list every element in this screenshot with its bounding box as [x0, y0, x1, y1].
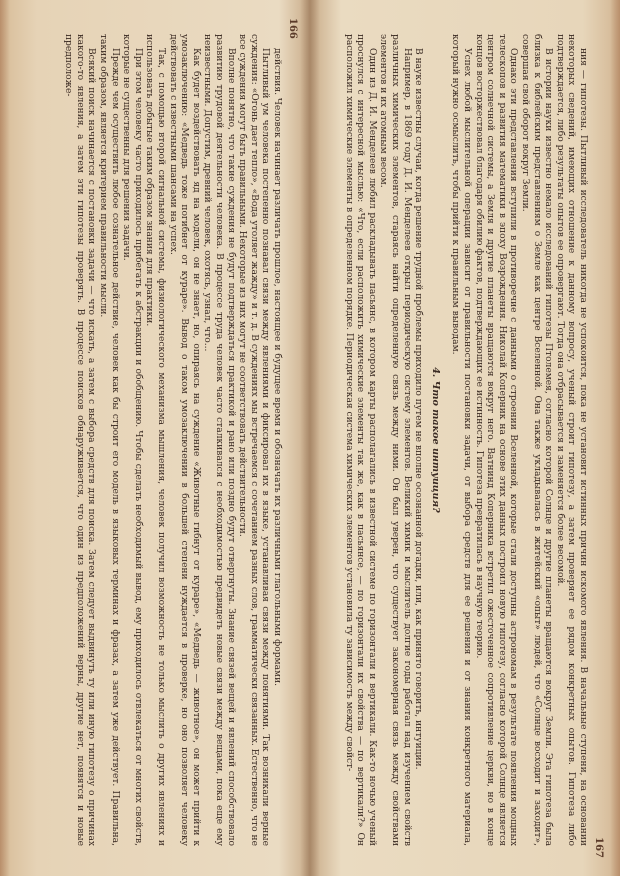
paragraph: Вполне понятно, что такие суждения не будут подтверждаться практикой и рано или поздно будут отвергнуты. Знание связей вещей и явлений способствовало развитию трудовой деятельности человека. В процессе труда человек часто сталкивался с необходимостью предвидеть новые связи между вещами, пока еще ему неизвестными. Допустим, древний человек, охотясь, узнал, что...: [202, 34, 236, 846]
page-number-left: 166: [287, 18, 298, 39]
section-heading: 4. Что такое интуиция?: [429, 367, 441, 513]
left-page: [14, 10, 300, 866]
paragraph: В истории науки известно немало исследований гипотезы Птолемея, согласно которой Солнце и другие планеты вращаются вокруг Земли. Эта гипотеза была близка к библейским представлениям о Земле как центре Вселенной. Она также укладывалась в житейский «опыт» людей, что «Солнце восходит и заходит», совершая свой оборот вокруг Земли.: [520, 34, 554, 846]
right-page-text: [330, 34, 588, 846]
paragraph: В науке известны случаи, когда решение трудной проблемы приходило путем не вполне осознанной догадки, или, как принято говорить, интуиции.: [413, 48, 424, 770]
page-number-right: 167: [593, 837, 604, 858]
paragraph: При этом человеку часто приходилось прибегать к абстракции и обобщению. Чтобы сделать необходимый вывод, ему приходилось отвлекаться от многих свойств, которые не существенны для решения задачи.: [121, 34, 143, 846]
left-edge-shadow: [0, 0, 10, 876]
paragraph: Пытливый ум человека постепенно познавал связи между явлениями и фиксировал их в языке, устанавливая связи между понятиями. Так возникали верные суждения: «Огонь дает тепло», «Вода утоляет жажду» и т. д. В суждениях мы встречаемся с сочетанием разных слов, грамматически связанных. Естественно, что не все суждения могут быть правильными. Некоторые из них могут не соответствовать действительности.: [237, 34, 271, 846]
right-page: [320, 10, 606, 866]
paragraph: Как будет воздействовать яд на модели, он не знает, но, опираясь на суждение «Животные гибнут от кураре», «Медведь — животное», он может прийти к умозаключению: «Медведь тоже погибнет от кураре». Вывод о таком умозаключении в большей степени нуждается в проверке, но оно позволяет человеку действовать с известными шансами на успех.: [167, 34, 201, 846]
paragraph: Например, в 1869 году Д. И. Менделеев открыл периодическую систему элементов. Великий химик и мыслитель долгие годы работал над изучением свойств различных химических элементов, стараясь найти определенную связь между ними. Он был уверен, что существует закономерная связь между свойствами элементов и их атомным весом.: [378, 34, 412, 846]
left-page-text: [24, 34, 282, 846]
paragraph: Так, с помощью второй сигнальной системы, физиологического механизма мышления, человек получил возможность не только мыслить о других явлениях и использовать добытые таким образом знания для практики.: [144, 34, 167, 846]
book-spine: [300, 0, 320, 876]
left-page-rotated-frame: [14, 10, 300, 866]
paragraph: Успех любой мыслительной операции зависит от правильности постановки задачи, от выбора средств для ее решения и от знания конкретного материала, который нужно осмыслить, чтобы прийти к правильным выводам.: [450, 34, 473, 846]
paragraph: действия. Человек начинает различать прошлое, настоящее и будущее время и обозначать их различными глагольными формами.: [272, 48, 282, 687]
right-edge-shadow: [610, 0, 620, 876]
paragraph: ния — гипотезы. Пытливый исследователь никогда не успокоится, пока не установит истинных причин искомого явления. В начальные ступени, на основании некоторых сведений, имеющих отношение к данному вопросу, ученый строит гипотезу, а затем проверяет ее рядом конкретных опытов. Гипотеза либо подтверждается, либо результаты опытов ее опровергают. Тогда она отбрасывается и заменяется более весомой.: [554, 34, 588, 846]
paragraph: Один из Д. И. Менделеев любил раскладывать пасьянс, в котором карты располагались в известной системе по горизонтали и вертикали. Как-то ночью ученый проснулся с интересной мыслью: «Что, если расположить химические элементы так же, как в пасьянсе, — по горизонтали их свойства — по вертикали?» Он расположил химические элементы в определенном порядке. Периодическая система химических элементов установила ту зависимость между свойст-: [343, 34, 377, 846]
paragraph: Прежде чем осуществить любое сознательное действие, человек как бы строит его модель в языковых терминах и фразах, а затем уже действует. Правильна, таким образом, является критерием правильности мысли.: [98, 34, 120, 846]
right-page-rotated-frame: [320, 10, 606, 866]
paragraph: Однако эти представления вступили в противоречие с данными о строении Вселенной, которые стали доступны астрономам в результате появления мощных телескопов и развития математики в эпоху Возрождения. Николай Коперник на основе этих данных построил новую гипотезу, согласно которой Солнце является центром солнечной системы, а Земля и другие планеты вращаются вокруг него. Ватнинд Коперника встретил ожесточенное сопротивление церкви, но в конце концов восторжествовал благодаря обилию фактов, подтверждающих ее истинность. Гипотеза превратилась в научную теорию.: [473, 34, 519, 846]
paragraph: Всякий поиск начинается с постановки задачи — что искать, а затем с выбора средств для поиска. Затем следует выдвинуть ту или иную гипотезу о причинах какого-то явления, а затем эти гипотезы проверять. В процессе поисков обнаруживается, что один из предположений верны, другие нет, появятся и новые предположе-: [63, 34, 97, 846]
